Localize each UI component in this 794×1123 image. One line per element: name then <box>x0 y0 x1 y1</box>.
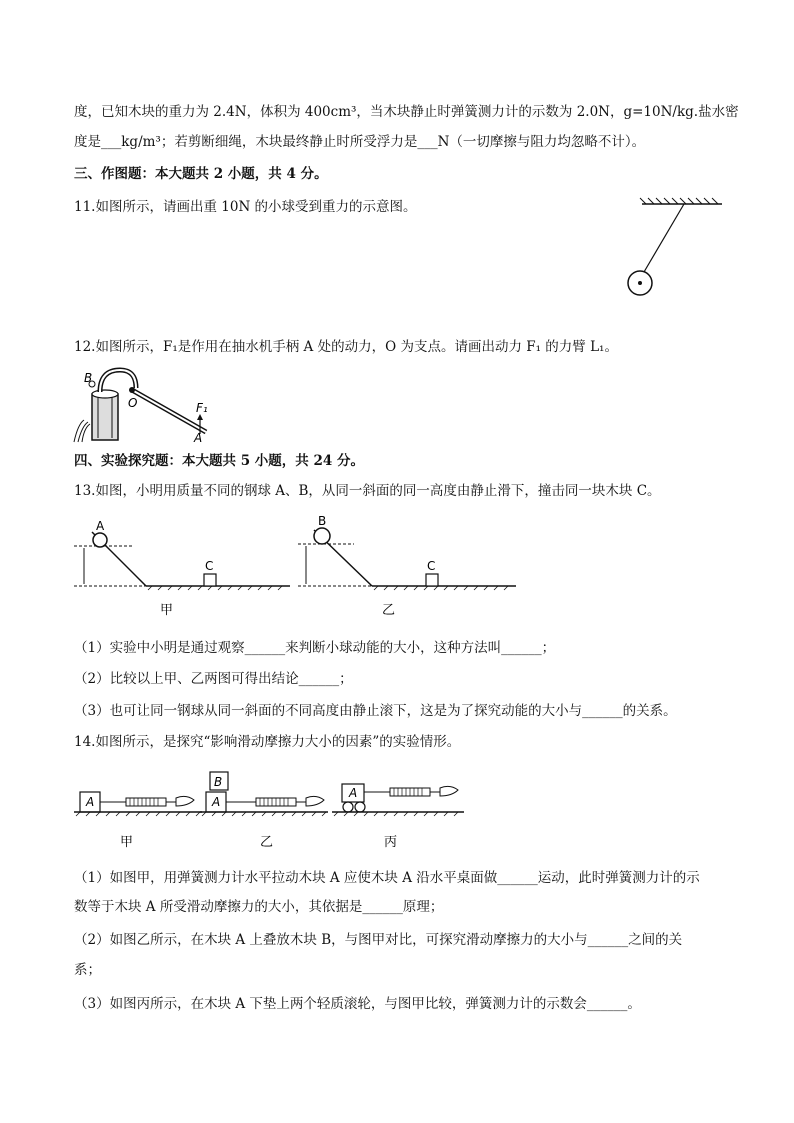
q10-line2: 度是___kg/m³；若剪断细绳，木块最终静止时所受浮力是___N（一切摩擦与阻力均忽略不计）。 <box>74 134 646 150</box>
q14-jia-caption: 甲 <box>120 835 134 850</box>
q13-yi-block-label: C <box>427 559 436 573</box>
q14-yi-top-label: B <box>214 775 223 789</box>
q13-ball-b <box>314 528 330 544</box>
q14-bing-caption: 丙 <box>384 835 398 850</box>
q13-block-c-jia <box>204 574 216 586</box>
q14-p1b: 数等于木块 A 所受滑动摩擦力的大小，其依据是______原理； <box>74 899 444 915</box>
q14-figure-bing <box>332 770 466 850</box>
q14-jia-block-label: A <box>86 795 95 809</box>
q13-p3: （3）也可让同一钢球从同一斜面的不同高度由静止滚下，这是为了探究动能的大小与______的关系。 <box>74 703 677 719</box>
q12-text: 12.如图所示，F₁是作用在抽水机手柄 A 处的动力，O 为支点。请画出动力 F₁ 的力臂 L₁。 <box>74 339 618 355</box>
q11-text: 11.如图所示，请画出重 10N 的小球受到重力的示意图。 <box>74 199 417 215</box>
q13-figure-jia <box>72 518 292 618</box>
q13-jia-caption: 甲 <box>160 603 174 618</box>
q12-label-a: A <box>194 431 203 444</box>
section4-heading: 四、实验探究题：本大题共 5 小题，共 24 分。 <box>74 453 364 469</box>
q11-pendulum-figure <box>600 196 730 306</box>
q12-label-o: O <box>128 396 138 410</box>
q14-figure-yi <box>200 770 330 850</box>
q14-p2b: 系； <box>74 962 101 978</box>
q14-yi-caption: 乙 <box>260 835 274 850</box>
q13-yi-ball-label: B <box>318 514 327 528</box>
q13-p1: （1）实验中小明是通过观察______来判断小球动能的大小，这种方法叫______； <box>74 640 556 656</box>
q13-figure-yi <box>296 514 518 618</box>
q13-jia-block-label: C <box>205 559 214 573</box>
q13-p2: （2）比较以上甲、乙两图可得出结论______； <box>74 671 353 687</box>
section3-heading: 三、作图题：本大题共 2 小题，共 4 分。 <box>74 166 328 182</box>
q13-jia-ball-label: A <box>96 519 105 533</box>
q14-p1a: （1）如图甲，用弹簧测力计水平拉动木块 A 应使木块 A 沿水平桌面做______运动，此时弹簧测力计的示 <box>74 870 700 886</box>
q13-yi-caption: 乙 <box>382 603 396 618</box>
q14-p3: （3）如图丙所示，在木块 A 下垫上两个轻质滚轮，与图甲比较，弹簧测力计的示数会______。 <box>74 996 641 1012</box>
q14-bing-block-label: A <box>349 786 358 800</box>
q13-text: 13.如图，小明用质量不同的钢球 A、B，从同一斜面的同一高度由静止滑下，撞击同一块木块 C。 <box>74 483 661 499</box>
q14-text: 14.如图所示，是探究“影响滑动摩擦力大小的因素”的实验情形。 <box>74 734 461 750</box>
q13-block-c-yi <box>426 574 438 586</box>
q14-figure-jia <box>74 770 204 850</box>
q14-p2a: （2）如图乙所示，在木块 A 上叠放木块 B，与图甲对比，可探究滑动摩擦力的大小与______之间的关 <box>74 932 683 948</box>
q10-line1: 度，已知木块的重力为 2.4N，体积为 400cm³，当木块静止时弹簧测力计的示数为 2.0N，g=10N/kg.盐水密 <box>74 104 739 120</box>
q13-ball-a <box>93 533 107 547</box>
q14-yi-block-label: A <box>212 795 221 809</box>
q12-label-b: B <box>84 371 93 385</box>
q12-pump-figure <box>70 362 230 444</box>
q12-label-f1: F₁ <box>196 401 208 415</box>
